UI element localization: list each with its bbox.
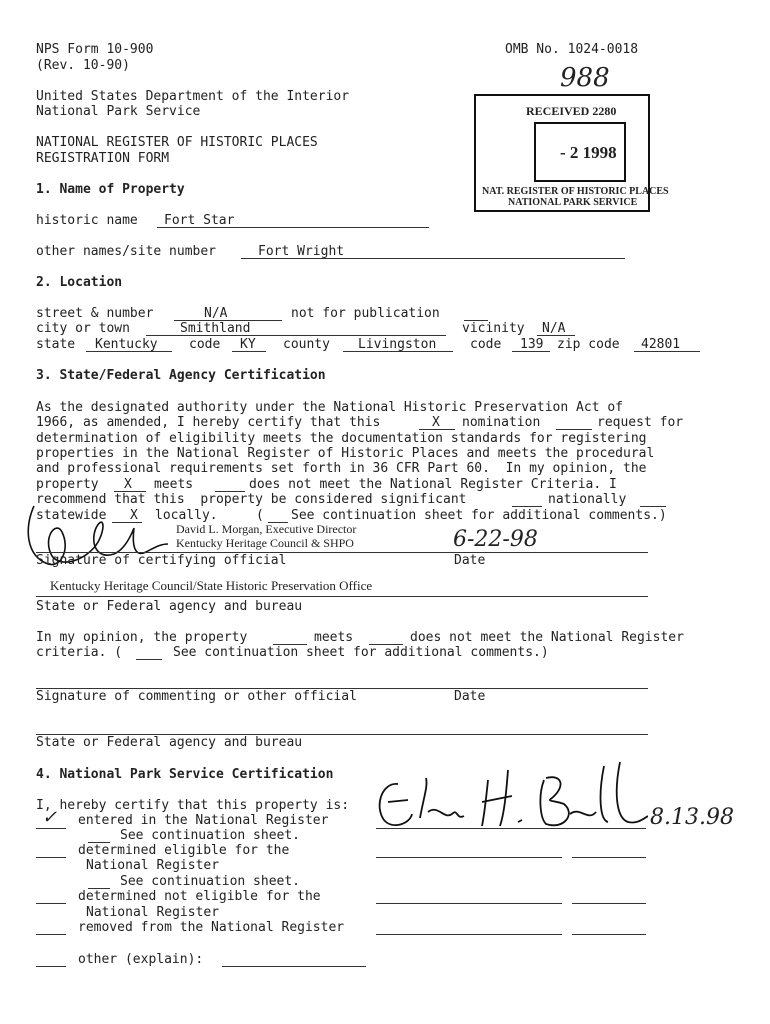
- zip-label: zip code: [557, 337, 620, 352]
- signature-label: Signature of certifying official: [36, 553, 287, 568]
- opinion-text: criteria. (: [36, 645, 123, 660]
- entered-label: entered in the National Register: [78, 813, 329, 828]
- underline: [222, 966, 366, 967]
- cert-text: As the designated authority under the National Historic Preservation Act of: [36, 400, 623, 415]
- removed-label: removed from the National Register: [78, 920, 345, 935]
- city-value: Smithland: [180, 321, 251, 336]
- date-line: [572, 903, 646, 904]
- eligible-label-2: National Register: [86, 858, 220, 873]
- cert-text: does not meet the National Register Criteria. I: [249, 477, 617, 492]
- cert-text: request for: [597, 415, 684, 430]
- underline: [512, 506, 542, 507]
- state-label: state: [36, 337, 76, 352]
- cert-text: (: [256, 508, 264, 523]
- official-organization: Kentucky Heritage Council & SHPO: [176, 536, 354, 550]
- underline: [343, 351, 453, 352]
- underline: [634, 351, 700, 352]
- form-title: REGISTRATION FORM: [36, 151, 170, 166]
- department: United States Department of the Interior: [36, 89, 350, 104]
- cert-text: nationally: [548, 492, 627, 507]
- comment-signature-label: Signature of commenting or other official: [36, 689, 357, 704]
- nomination-mark: X: [432, 415, 440, 430]
- cert-text: locally.: [155, 508, 218, 523]
- form-number: NPS Form 10-900: [36, 42, 154, 57]
- entered-checkmark: ✓: [42, 807, 58, 828]
- keeper-signature-date: 8.13.98: [650, 805, 734, 830]
- signature-line: [376, 934, 562, 935]
- city-label: city or town: [36, 321, 130, 336]
- not-eligible-label: determined not eligible for the: [78, 889, 321, 904]
- register-title: NATIONAL REGISTER OF HISTORIC PLACES: [36, 135, 318, 150]
- other-label: other (explain):: [78, 952, 204, 967]
- checkbox-line: [36, 857, 66, 858]
- underline: [537, 335, 575, 336]
- underline: [157, 227, 429, 228]
- cert-text: and professional requirements set forth in 36 CFR Part 60. In my opinion, the: [36, 461, 647, 476]
- stamp-line2: NATIONAL PARK SERVICE: [508, 197, 638, 208]
- meets-mark: X: [124, 477, 132, 492]
- not-eligible-label-2: National Register: [86, 905, 220, 920]
- street-value: N/A: [204, 306, 228, 321]
- not-for-publication-label: not for publication: [291, 306, 440, 321]
- zip-value: 42801: [641, 337, 681, 352]
- underline: [556, 429, 592, 430]
- agency-label: State or Federal agency and bureau: [36, 599, 303, 614]
- underline: [640, 506, 666, 507]
- agency-line: [36, 596, 648, 597]
- underline: [512, 351, 550, 352]
- cert-text: See continuation sheet for additional comments.): [291, 508, 667, 523]
- service-name: National Park Service: [36, 104, 201, 119]
- eligible-label: determined eligible for the: [78, 843, 290, 858]
- opinion-text: does not meet the National Register: [410, 630, 684, 645]
- cert-text: nomination: [462, 415, 541, 430]
- other-names-value: Fort Wright: [258, 244, 345, 259]
- signature-line: [376, 857, 562, 858]
- checkbox-line: [36, 966, 66, 967]
- street-label: street & number: [36, 306, 154, 321]
- opinion-text: See continuation sheet for additional comments.): [173, 645, 549, 660]
- cert-text: statewide: [36, 508, 107, 523]
- date-line: [572, 934, 646, 935]
- underline: [136, 659, 162, 660]
- continuation-label-2: See continuation sheet.: [120, 874, 301, 889]
- stamp-received: RECEIVED 2280: [526, 104, 617, 118]
- county-label: county: [283, 337, 330, 352]
- agency-value: Kentucky Heritage Council/State Historic Preservation Office: [50, 578, 373, 593]
- checkbox-line: [36, 828, 66, 829]
- opinion-text: In my opinion, the property: [36, 630, 248, 645]
- statewide-mark: X: [130, 508, 138, 523]
- checkbox-line: [36, 934, 66, 935]
- underline: [146, 335, 446, 336]
- vicinity-label: vicinity: [462, 321, 525, 336]
- cert-text: recommend that this property be considered significant: [36, 492, 467, 507]
- handwritten-number: 988: [560, 63, 610, 93]
- underline: [241, 258, 625, 259]
- cert-text: 1966, as amended, I hereby certify that this: [36, 415, 381, 430]
- section-1-heading: 1. Name of Property: [36, 182, 185, 197]
- cert-text: properties in the National Register of Historic Places and meets the procedural: [36, 446, 655, 461]
- nps-certify-text: I, hereby certify that this property is:: [36, 798, 350, 813]
- stamp-date-box: [534, 122, 626, 182]
- continuation-label: See continuation sheet.: [120, 828, 301, 843]
- county-value: Livingston: [358, 337, 437, 352]
- county-code-value: 139: [520, 337, 544, 352]
- official-signature-date: 6-22-98: [453, 527, 538, 552]
- section-4-heading: 4. National Park Service Certification: [36, 767, 334, 782]
- agency2-label: State or Federal agency and bureau: [36, 735, 303, 750]
- checkbox-line: [36, 903, 66, 904]
- stamp-line1: NAT. REGISTER OF HISTORIC PLACES: [482, 186, 669, 197]
- stamp-date: - 2 1998: [560, 143, 617, 162]
- cert-text: meets: [154, 477, 194, 492]
- date-label: Date: [454, 553, 486, 568]
- underline: [232, 351, 266, 352]
- underline: [419, 429, 455, 430]
- received-stamp: [474, 94, 669, 212]
- keeper-signature: [368, 756, 648, 836]
- state-value: Kentucky: [95, 337, 158, 352]
- comment-date-label: Date: [454, 689, 486, 704]
- section-2-heading: 2. Location: [36, 275, 123, 290]
- cert-text: property: [36, 477, 99, 492]
- form-revision: (Rev. 10-90): [36, 58, 130, 73]
- omb-number: OMB No. 1024-0018: [505, 42, 639, 57]
- signature-line: [376, 903, 562, 904]
- section-3-heading: 3. State/Federal Agency Certification: [36, 368, 326, 383]
- date-line: [572, 857, 646, 858]
- other-names-label: other names/site number: [36, 244, 217, 259]
- underline: [86, 351, 172, 352]
- official-name: David L. Morgan, Executive Director: [176, 522, 357, 536]
- historic-name-value: Fort Star: [164, 213, 235, 228]
- opinion-text: meets: [314, 630, 354, 645]
- vicinity-value: N/A: [542, 321, 566, 336]
- state-code-label: code: [189, 337, 221, 352]
- state-code-value: KY: [240, 337, 256, 352]
- historic-name-label: historic name: [36, 213, 138, 228]
- county-code-label: code: [470, 337, 502, 352]
- cert-text: determination of eligibility meets the documentation standards for registering: [36, 431, 647, 446]
- signature-line: [376, 828, 646, 829]
